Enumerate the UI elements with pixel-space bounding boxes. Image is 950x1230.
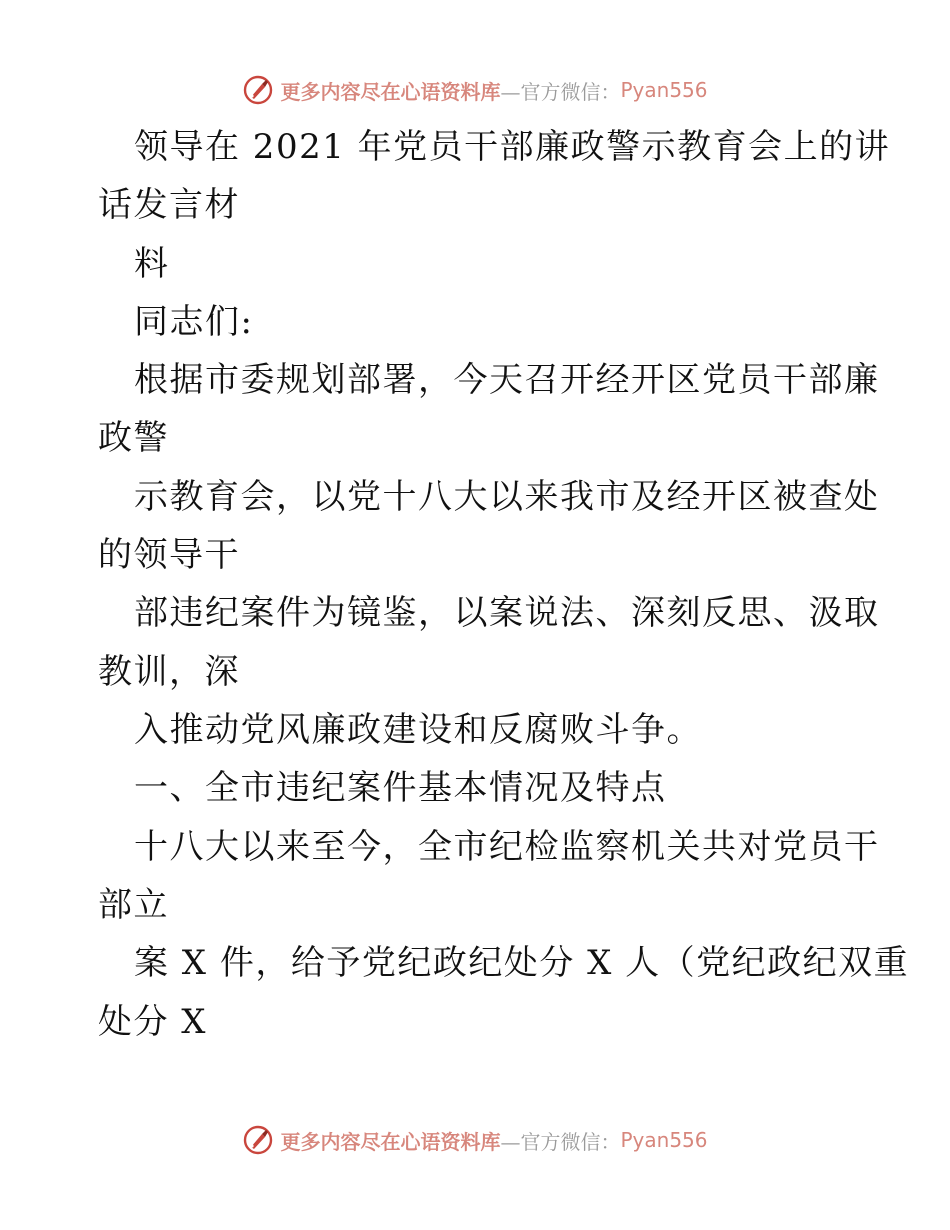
watermark-separator-text: —官方微信：	[500, 79, 621, 104]
watermark-separator-text: —官方微信：	[500, 1129, 621, 1154]
watermark-wechat-id: Pyan556	[620, 1128, 708, 1152]
paragraph-line: 部违纪案件为镜鉴，以案说法、深刻反思、汲取	[134, 593, 880, 633]
document-title-line-1: 领导在 2021 年党员干部廉政警示教育会上的讲	[134, 127, 891, 167]
fountain-pen-logo-icon	[242, 74, 274, 106]
paragraph-line: 十八大以来至今，全市纪检监察机关共对党员干	[134, 827, 880, 867]
paragraph-line: 示教育会，以党十八大以来我市及经开区被查处	[134, 477, 880, 517]
watermark-brand-text: 更多内容尽在心语资料库	[280, 1129, 501, 1154]
paragraph-line: 政警	[98, 418, 169, 458]
header-watermark	[0, 70, 950, 110]
document-title-line-2: 话发言材	[98, 185, 240, 225]
paragraph-line: 入推动党风廉政建设和反腐败斗争。	[134, 710, 702, 750]
paragraph-line: 根据市委规划部署，今天召开经开区党员干部廉	[134, 360, 880, 400]
paragraph-line: 的领导干	[98, 535, 240, 575]
paragraph-line: 案 X 件，给予党纪政纪处分 X 人（党纪政纪双重	[134, 943, 910, 983]
paragraph-line: 教训，深	[98, 652, 240, 692]
watermark-brand-text: 更多内容尽在心语资料库	[280, 79, 501, 104]
footer-watermark	[0, 1120, 950, 1160]
fountain-pen-logo-icon	[242, 1124, 274, 1156]
salutation-line: 同志们:	[134, 302, 254, 342]
document-title-line-3: 料	[134, 244, 170, 284]
watermark-wechat-id: Pyan556	[620, 78, 708, 102]
paragraph-line: 部立	[98, 885, 169, 925]
paragraph-line: 处分 X	[98, 1002, 208, 1042]
section-heading: 一、全市违纪案件基本情况及特点	[134, 768, 667, 808]
